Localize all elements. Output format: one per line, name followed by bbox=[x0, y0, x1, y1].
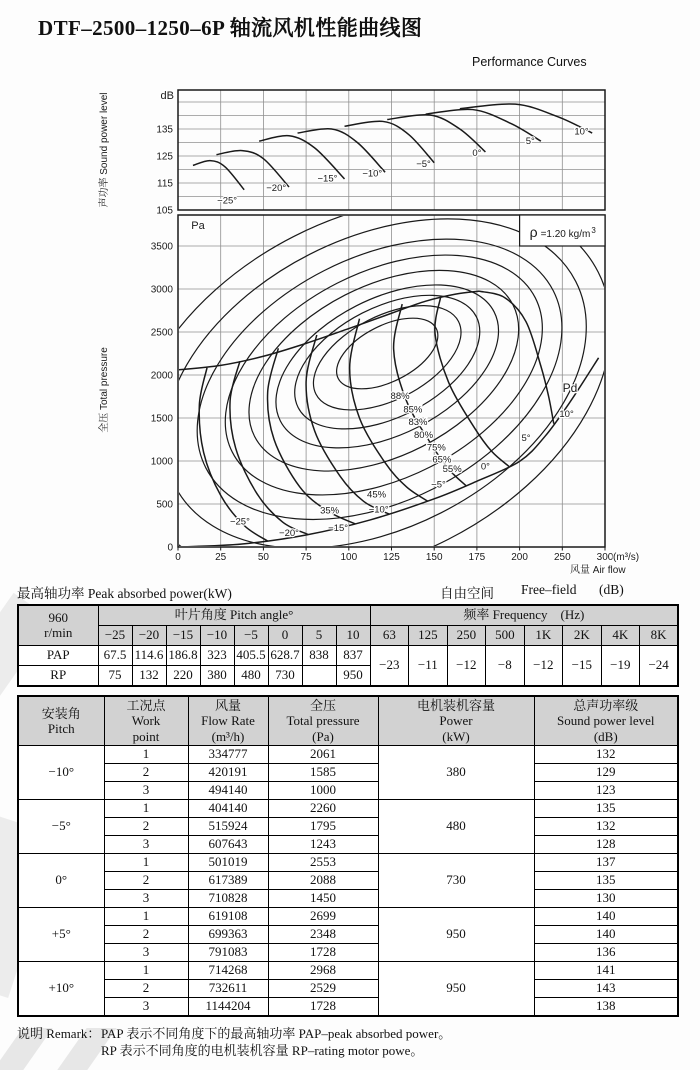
x-tick-label: 300 bbox=[596, 552, 614, 563]
efficiency-label: 65% bbox=[432, 454, 452, 466]
total-pressure-cell: 2061 bbox=[268, 746, 378, 764]
sound-curve-−10° bbox=[298, 129, 386, 173]
total-pressure-cell: 1450 bbox=[268, 890, 378, 908]
pressure-ytick: 1500 bbox=[150, 413, 173, 425]
flow-rate-cell: 607643 bbox=[188, 836, 268, 854]
table2-header: 电机装机容量 Power (kW) bbox=[378, 696, 534, 746]
total-pressure-cell: 2529 bbox=[268, 980, 378, 998]
sound-level-cell: 135 bbox=[534, 800, 678, 818]
flow-rate-cell: 710828 bbox=[188, 890, 268, 908]
subtitle: Performance Curves bbox=[472, 55, 587, 69]
pitch-curve-−20° bbox=[230, 361, 308, 534]
flow-rate-cell: 714268 bbox=[188, 962, 268, 980]
remark-line1: PAP 表示不同角度下的最高轴功率 PAP–peak absorbed power。 bbox=[101, 1026, 452, 1041]
sound-curve-label: 10° bbox=[574, 126, 589, 138]
x-tick-label: 25 bbox=[215, 552, 227, 563]
pap-value: 114.6 bbox=[132, 646, 166, 666]
sound-level-cell: 135 bbox=[534, 872, 678, 890]
pitch-label: −10° bbox=[368, 504, 389, 516]
flow-rate-cell: 494140 bbox=[188, 782, 268, 800]
efficiency-label: 55% bbox=[442, 464, 462, 476]
sound-curve-label: −5° bbox=[416, 158, 431, 170]
total-pressure-cell: 2968 bbox=[268, 962, 378, 980]
sound-curve-−25° bbox=[193, 161, 244, 190]
pitch-col-header: −15 bbox=[166, 626, 200, 646]
table1 bbox=[17, 604, 679, 687]
freq-value: −12 bbox=[447, 646, 486, 687]
work-point-cell: 3 bbox=[104, 782, 188, 800]
total-pressure-cell: 2088 bbox=[268, 872, 378, 890]
flow-rate-cell: 515924 bbox=[188, 818, 268, 836]
sound-ytick: 135 bbox=[156, 124, 173, 136]
sound-level-cell: 132 bbox=[534, 746, 678, 764]
table2-header: 安装角 Pitch bbox=[18, 696, 104, 746]
pitch-label: −5° bbox=[431, 479, 446, 491]
pressure-ytick: 3000 bbox=[150, 284, 173, 296]
sound-curve-label: 0° bbox=[472, 148, 482, 159]
total-pressure-cell: 2553 bbox=[268, 854, 378, 872]
work-point-cell: 2 bbox=[104, 764, 188, 782]
work-point-cell: 2 bbox=[104, 818, 188, 836]
sound-unit-label: dB bbox=[160, 90, 174, 102]
caption-peak-power: 最高轴功率 Peak absorbed power(kW) bbox=[17, 586, 232, 601]
pitch-cell: +10° bbox=[18, 962, 104, 1017]
freq-col-header: 2K bbox=[563, 626, 602, 646]
pitch-label: 0° bbox=[480, 461, 490, 473]
freq-col-header: 63 bbox=[370, 626, 409, 646]
flow-rate-cell: 1144204 bbox=[188, 998, 268, 1017]
x-axis-label: 风量 Air flow bbox=[570, 565, 626, 576]
sound-curve-label: −10° bbox=[362, 168, 383, 180]
flow-rate-cell: 334777 bbox=[188, 746, 268, 764]
total-pressure-cell: 1000 bbox=[268, 782, 378, 800]
row-label-pap: PAP bbox=[18, 646, 98, 666]
pressure-unit-label: Pa bbox=[191, 220, 205, 232]
freq-col-header: 1K bbox=[524, 626, 563, 646]
pitch-col-header: 5 bbox=[302, 626, 336, 646]
x-tick-label: 0 bbox=[175, 552, 181, 563]
x-tick-label: 50 bbox=[257, 552, 269, 563]
flow-rate-cell: 617389 bbox=[188, 872, 268, 890]
pap-value: 838 bbox=[302, 646, 336, 666]
efficiency-label: 80% bbox=[414, 429, 434, 441]
freq-col-header: 8K bbox=[640, 626, 679, 646]
sound-ylabel: 声功率 Sound power level bbox=[99, 92, 110, 208]
total-pressure-cell: 2260 bbox=[268, 800, 378, 818]
efficiency-label: 83% bbox=[408, 416, 428, 428]
pitch-col-header: −25 bbox=[98, 626, 132, 646]
pitch-label: 5° bbox=[521, 433, 531, 445]
x-tick-label: 175 bbox=[468, 552, 486, 563]
freq-col-header: 4K bbox=[601, 626, 640, 646]
sound-chart bbox=[97, 90, 605, 217]
pitch-col-header: 10 bbox=[336, 626, 370, 646]
freq-value: −11 bbox=[409, 646, 448, 687]
pap-value: 837 bbox=[336, 646, 370, 666]
sound-level-cell: 130 bbox=[534, 890, 678, 908]
sound-level-cell: 140 bbox=[534, 908, 678, 926]
sound-ytick: 105 bbox=[156, 205, 173, 217]
working-points-table bbox=[17, 695, 679, 1017]
freq-value: −23 bbox=[370, 646, 409, 687]
sound-curve-label: −25° bbox=[217, 195, 238, 207]
remark bbox=[17, 1026, 451, 1060]
table2 bbox=[17, 695, 679, 1017]
rp-value: 380 bbox=[200, 666, 234, 687]
flow-rate-cell: 791083 bbox=[188, 944, 268, 962]
efficiency-label: 85% bbox=[403, 404, 423, 416]
pressure-ytick: 0 bbox=[167, 542, 173, 554]
pap-value: 323 bbox=[200, 646, 234, 666]
remark-prefix: 说明 Remark： bbox=[17, 1026, 101, 1041]
freq-value: −8 bbox=[486, 646, 525, 687]
pitch-cell: +5° bbox=[18, 908, 104, 962]
pitch-curve-10° bbox=[479, 291, 554, 424]
power-cell: 950 bbox=[378, 908, 534, 962]
x-tick-label: 200 bbox=[511, 552, 528, 563]
rp-value: 132 bbox=[132, 666, 166, 687]
sound-curve-label: −20° bbox=[266, 183, 287, 195]
x-tick-label: 150 bbox=[425, 552, 443, 563]
pitch-label: 10° bbox=[559, 409, 574, 421]
sound-level-cell: 143 bbox=[534, 980, 678, 998]
pitch-cell: 0° bbox=[18, 854, 104, 908]
pitch-col-header: −5 bbox=[234, 626, 268, 646]
work-point-cell: 1 bbox=[104, 746, 188, 764]
sound-level-cell: 141 bbox=[534, 962, 678, 980]
efficiency-label: 35% bbox=[320, 505, 340, 517]
efficiency-contour-88% bbox=[326, 304, 449, 404]
work-point-cell: 3 bbox=[104, 944, 188, 962]
pressure-ytick: 500 bbox=[156, 499, 173, 511]
freq-value: −19 bbox=[601, 646, 640, 687]
rpm-cell: 960 r/min bbox=[18, 605, 98, 646]
work-point-cell: 2 bbox=[104, 980, 188, 998]
sound-curve-0° bbox=[387, 115, 485, 152]
rp-value bbox=[302, 666, 336, 687]
rp-value: 480 bbox=[234, 666, 268, 687]
pap-value: 67.5 bbox=[98, 646, 132, 666]
pitch-col-header: −20 bbox=[132, 626, 166, 646]
sound-ytick: 115 bbox=[157, 178, 173, 190]
pitch-cell: −10° bbox=[18, 746, 104, 800]
efficiency-contour-80% bbox=[249, 251, 525, 481]
rp-value: 950 bbox=[336, 666, 370, 687]
pap-value: 186.8 bbox=[166, 646, 200, 666]
sound-level-cell: 138 bbox=[534, 998, 678, 1017]
row-label-rp: RP bbox=[18, 666, 98, 687]
efficiency-label: 88% bbox=[390, 391, 410, 403]
work-point-cell: 3 bbox=[104, 890, 188, 908]
total-pressure-cell: 1585 bbox=[268, 764, 378, 782]
remark-line2: RP 表示不同角度的电机装机容量 RP–rating motor powe。 bbox=[101, 1042, 424, 1058]
power-cell: 380 bbox=[378, 746, 534, 800]
caption-free-field-cn: 自由空间 bbox=[440, 586, 494, 601]
pressure-ytick: 2000 bbox=[150, 370, 173, 382]
pap-value: 628.7 bbox=[268, 646, 302, 666]
efficiency-label: 45% bbox=[367, 489, 387, 501]
page-title: DTF–2500–1250–6P 轴流风机性能曲线图 bbox=[38, 16, 423, 40]
pitch-col-header: −10 bbox=[200, 626, 234, 646]
table2-header: 风量 Flow Rate (m³/h) bbox=[188, 696, 268, 746]
pitch-label: −15° bbox=[328, 523, 349, 535]
peak-power-frequency-table bbox=[17, 604, 679, 687]
pitch-angle-header: 叶片角度 Pitch angle° bbox=[98, 605, 370, 626]
rp-value: 75 bbox=[98, 666, 132, 687]
flow-rate-cell: 501019 bbox=[188, 854, 268, 872]
flow-rate-cell: 699363 bbox=[188, 926, 268, 944]
rp-value: 220 bbox=[166, 666, 200, 687]
freq-value: −15 bbox=[563, 646, 602, 687]
freq-col-header: 125 bbox=[409, 626, 448, 646]
sound-level-cell: 132 bbox=[534, 818, 678, 836]
work-point-cell: 2 bbox=[104, 872, 188, 890]
frequency-header: 频率 Frequency (Hz) bbox=[370, 605, 678, 626]
freq-col-header: 500 bbox=[486, 626, 525, 646]
x-tick-label: 75 bbox=[300, 552, 312, 563]
sound-ytick: 125 bbox=[156, 151, 173, 163]
sound-curve-label: 5° bbox=[525, 135, 535, 147]
work-point-cell: 1 bbox=[104, 908, 188, 926]
work-point-cell: 3 bbox=[104, 836, 188, 854]
power-cell: 950 bbox=[378, 962, 534, 1017]
sound-level-cell: 140 bbox=[534, 926, 678, 944]
sound-level-cell: 128 bbox=[534, 836, 678, 854]
pressure-ylabel: 全压 Total pressure bbox=[99, 347, 110, 433]
power-cell: 730 bbox=[378, 854, 534, 908]
rp-value: 730 bbox=[268, 666, 302, 687]
sound-level-cell: 137 bbox=[534, 854, 678, 872]
density-note: ρ =1.20 $kg/m^3$ bbox=[529, 224, 596, 240]
total-pressure-cell: 1243 bbox=[268, 836, 378, 854]
sound-curve-label: −15° bbox=[317, 173, 338, 185]
pap-value: 405.5 bbox=[234, 646, 268, 666]
sound-level-cell: 129 bbox=[534, 764, 678, 782]
pitch-col-header: 0 bbox=[268, 626, 302, 646]
flow-rate-cell: 619108 bbox=[188, 908, 268, 926]
freq-value: −24 bbox=[640, 646, 679, 687]
efficiency-contour-85% bbox=[297, 284, 478, 431]
pressure-ytick: 3500 bbox=[150, 241, 173, 253]
caption-free-field-en: Free–field bbox=[521, 582, 577, 597]
pitch-label: −25° bbox=[229, 516, 250, 528]
flow-rate-cell: 732611 bbox=[188, 980, 268, 998]
pressure-chart bbox=[67, 121, 676, 582]
work-point-cell: 1 bbox=[104, 800, 188, 818]
pressure-ytick: 1000 bbox=[150, 456, 173, 468]
pressure-ytick: 2500 bbox=[150, 327, 173, 339]
total-pressure-cell: 2348 bbox=[268, 926, 378, 944]
efficiency-contour-75% bbox=[216, 229, 552, 512]
sound-level-cell: 136 bbox=[534, 944, 678, 962]
total-pressure-cell: 2699 bbox=[268, 908, 378, 926]
pitch-label: −20° bbox=[279, 527, 299, 539]
work-point-cell: 1 bbox=[104, 854, 188, 872]
x-tick-label: 100 bbox=[340, 552, 358, 563]
x-tick-label: 125 bbox=[383, 552, 400, 563]
x-unit-label: (m³/s) bbox=[613, 552, 640, 563]
caption-free-field-unit: (dB) bbox=[599, 582, 624, 597]
efficiency-label: 75% bbox=[426, 442, 446, 454]
table2-header: 工况点 Work point bbox=[104, 696, 188, 746]
x-tick-label: 250 bbox=[553, 552, 571, 563]
power-cell: 480 bbox=[378, 800, 534, 854]
work-point-cell: 3 bbox=[104, 998, 188, 1017]
work-point-cell: 1 bbox=[104, 962, 188, 980]
freq-col-header: 250 bbox=[447, 626, 486, 646]
table2-header: 总声功率级 Sound power level (dB) bbox=[534, 696, 678, 746]
total-pressure-cell: 1728 bbox=[268, 998, 378, 1017]
pitch-cell: −5° bbox=[18, 800, 104, 854]
pd-label: Pd bbox=[562, 381, 578, 396]
efficiency-contour-83% bbox=[273, 268, 501, 457]
flow-rate-cell: 404140 bbox=[188, 800, 268, 818]
freq-value: −12 bbox=[524, 646, 563, 687]
work-point-cell: 2 bbox=[104, 926, 188, 944]
sound-curve-5° bbox=[426, 109, 541, 141]
flow-rate-cell: 420191 bbox=[188, 764, 268, 782]
total-pressure-cell: 1795 bbox=[268, 818, 378, 836]
sound-curve-−5° bbox=[345, 121, 435, 163]
table2-header: 全压 Total pressure (Pa) bbox=[268, 696, 378, 746]
total-pressure-cell: 1728 bbox=[268, 944, 378, 962]
sound-level-cell: 123 bbox=[534, 782, 678, 800]
